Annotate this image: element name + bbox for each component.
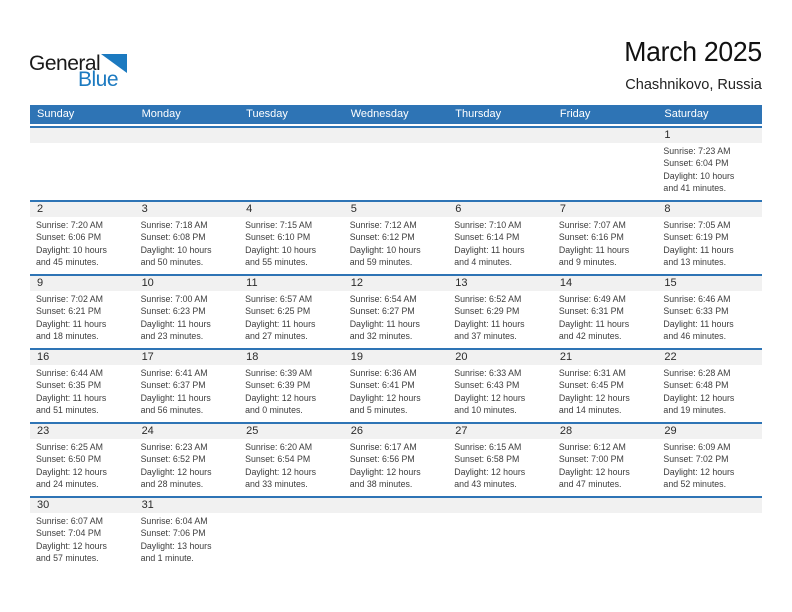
day-detail-line: and 57 minutes. — [36, 553, 99, 564]
day-detail-line: and 37 minutes. — [454, 331, 517, 342]
day-number: 21 — [553, 350, 658, 365]
day-cell — [657, 424, 762, 496]
weekday-label-sunday: Sunday — [37, 108, 75, 120]
day-detail-line: and 28 minutes. — [140, 479, 204, 490]
day-detail-line: Daylight: 12 hours — [349, 466, 421, 477]
day-detail-line: Sunrise: 6:12 AM — [558, 442, 626, 452]
empty-day-cell — [448, 128, 553, 200]
day-detail-line: Sunset: 6:35 PM — [36, 380, 102, 391]
empty-day-cell — [135, 128, 240, 200]
week-row — [30, 422, 762, 496]
weekday-label-thursday: Thursday — [455, 108, 502, 120]
day-detail-line: Sunset: 6:04 PM — [663, 158, 729, 169]
day-detail-line: Daylight: 12 hours — [663, 392, 735, 403]
day-number: 14 — [553, 276, 658, 291]
day-detail-line: Sunset: 6:50 PM — [36, 454, 102, 465]
day-detail-line: and 59 minutes. — [349, 257, 413, 268]
day-detail-line: Daylight: 11 hours — [140, 318, 211, 329]
day-detail-line: Sunset: 6:39 PM — [245, 380, 311, 391]
day-detail-line: Daylight: 12 hours — [245, 392, 317, 403]
day-detail-line: Sunset: 6:54 PM — [245, 454, 311, 465]
day-detail-line: Daylight: 13 hours — [140, 540, 212, 551]
day-details — [239, 365, 344, 417]
empty-day-cell — [344, 128, 449, 200]
day-detail-line: Sunset: 6:37 PM — [140, 380, 206, 391]
day-detail-line: Sunset: 6:10 PM — [245, 232, 311, 243]
page-title: March 2025 — [624, 36, 762, 67]
page-subtitle: Chashnikovo, Russia — [625, 76, 762, 93]
day-detail-line: Sunrise: 6:33 AM — [454, 368, 522, 378]
weekday-label-tuesday: Tuesday — [246, 108, 288, 120]
day-detail-line: Sunset: 6:58 PM — [454, 454, 520, 465]
day-number: 2 — [30, 202, 135, 217]
day-detail-line: Sunrise: 7:23 AM — [663, 146, 731, 156]
day-cell — [135, 498, 240, 570]
day-cell — [135, 202, 240, 274]
day-detail-line: Sunrise: 7:02 AM — [36, 294, 103, 304]
day-cell — [30, 498, 135, 570]
day-detail-line: Daylight: 11 hours — [36, 392, 107, 403]
day-cell — [30, 424, 135, 496]
day-detail-line: and 38 minutes. — [349, 479, 413, 490]
day-detail-line: Daylight: 11 hours — [663, 244, 734, 255]
day-detail-line: Sunset: 6:43 PM — [454, 380, 520, 391]
day-detail-line: Sunset: 7:04 PM — [36, 528, 102, 539]
day-cell — [448, 202, 553, 274]
day-detail-line: Sunrise: 6:17 AM — [349, 442, 417, 452]
day-number: 15 — [657, 276, 762, 291]
day-details — [657, 439, 762, 491]
empty-day-cell — [657, 498, 762, 570]
empty-day-cell — [553, 498, 658, 570]
day-details — [30, 439, 135, 491]
day-detail-line: Sunset: 6:29 PM — [454, 306, 520, 317]
day-detail-line: Sunrise: 7:20 AM — [36, 220, 103, 230]
day-number: 5 — [344, 202, 449, 217]
day-detail-line: Daylight: 12 hours — [140, 466, 212, 477]
day-detail-line: and 23 minutes. — [140, 331, 204, 342]
day-detail-line: Sunset: 6:08 PM — [140, 232, 206, 243]
day-number: 7 — [553, 202, 658, 217]
day-cell — [135, 276, 240, 348]
day-detail-line: and 1 minute. — [140, 553, 194, 564]
weekday-label-saturday: Saturday — [664, 108, 709, 120]
day-detail-line: Sunrise: 7:12 AM — [349, 220, 417, 230]
day-number: 4 — [239, 202, 344, 217]
day-detail-line: Sunset: 6:21 PM — [36, 306, 102, 317]
day-cell — [30, 350, 135, 422]
day-detail-line: and 9 minutes. — [558, 257, 617, 268]
day-number: 10 — [135, 276, 240, 291]
day-detail-line: Sunrise: 6:04 AM — [140, 516, 208, 526]
day-detail-line: Sunrise: 6:49 AM — [558, 294, 626, 304]
empty-day-cell — [553, 128, 658, 200]
day-details — [657, 217, 762, 269]
day-details — [239, 217, 344, 269]
day-detail-line: Sunrise: 6:15 AM — [454, 442, 522, 452]
day-detail-line: and 10 minutes. — [454, 405, 517, 416]
week-row — [30, 200, 762, 274]
weekday-label-monday: Monday — [141, 108, 181, 120]
empty-day-cell — [448, 498, 553, 570]
day-detail-line: Daylight: 11 hours — [663, 318, 734, 329]
day-detail-line: Sunset: 7:02 PM — [663, 454, 729, 465]
day-number: 12 — [344, 276, 449, 291]
day-number: 13 — [448, 276, 553, 291]
day-detail-line: Sunrise: 6:52 AM — [454, 294, 522, 304]
day-number: 26 — [344, 424, 449, 439]
day-number: 23 — [30, 424, 135, 439]
empty-day-cell — [344, 498, 449, 570]
day-details — [30, 217, 135, 269]
day-detail-line: Daylight: 11 hours — [36, 318, 107, 329]
day-detail-line: Sunrise: 6:31 AM — [558, 368, 626, 378]
day-detail-line: and 33 minutes. — [245, 479, 308, 490]
day-detail-line: and 5 minutes. — [349, 405, 408, 416]
day-detail-line: Sunrise: 7:05 AM — [663, 220, 731, 230]
day-details — [135, 217, 240, 269]
day-cell — [344, 276, 449, 348]
day-details — [344, 291, 449, 343]
day-number — [448, 128, 553, 143]
day-details — [553, 365, 658, 417]
day-cell — [657, 128, 762, 200]
day-details — [448, 365, 553, 417]
day-number: 3 — [135, 202, 240, 217]
day-detail-line: Daylight: 12 hours — [349, 392, 421, 403]
calendar-grid — [30, 126, 762, 570]
day-detail-line: and 43 minutes. — [454, 479, 517, 490]
day-detail-line: Sunset: 6:33 PM — [663, 306, 729, 317]
day-number: 29 — [657, 424, 762, 439]
day-detail-line: Daylight: 11 hours — [558, 244, 630, 255]
day-cell — [30, 276, 135, 348]
day-number — [657, 498, 762, 513]
day-number — [553, 498, 658, 513]
day-cell — [448, 350, 553, 422]
day-cell — [657, 350, 762, 422]
day-detail-line: Sunrise: 6:41 AM — [140, 368, 208, 378]
day-detail-line: Daylight: 12 hours — [245, 466, 317, 477]
day-number: 27 — [448, 424, 553, 439]
day-detail-line: and 4 minutes. — [454, 257, 512, 268]
day-number — [135, 128, 240, 143]
day-cell — [448, 276, 553, 348]
day-detail-line: Daylight: 11 hours — [454, 244, 525, 255]
day-detail-line: and 52 minutes. — [663, 479, 727, 490]
day-details — [657, 291, 762, 343]
day-cell — [448, 424, 553, 496]
day-detail-line: and 19 minutes. — [663, 405, 727, 416]
day-details — [553, 217, 658, 269]
day-cell — [553, 350, 658, 422]
day-number: 30 — [30, 498, 135, 513]
day-detail-line: Sunset: 6:45 PM — [558, 380, 624, 391]
day-details — [30, 365, 135, 417]
day-detail-line: Daylight: 10 hours — [245, 244, 317, 255]
day-cell — [239, 276, 344, 348]
day-detail-line: Sunrise: 7:07 AM — [558, 220, 626, 230]
day-cell — [135, 350, 240, 422]
day-number — [553, 128, 658, 143]
day-number: 11 — [239, 276, 344, 291]
day-detail-line: and 0 minutes. — [245, 405, 303, 416]
day-detail-line: Sunset: 6:19 PM — [663, 232, 729, 243]
day-detail-line: Daylight: 11 hours — [349, 318, 420, 329]
day-detail-line: Sunrise: 6:09 AM — [663, 442, 731, 452]
day-detail-line: Sunset: 6:27 PM — [349, 306, 415, 317]
day-detail-line: and 13 minutes. — [663, 257, 727, 268]
day-detail-line: Sunrise: 7:10 AM — [454, 220, 522, 230]
day-number: 20 — [448, 350, 553, 365]
day-cell — [239, 202, 344, 274]
day-detail-line: Sunrise: 6:46 AM — [663, 294, 731, 304]
day-detail-line: and 47 minutes. — [558, 479, 622, 490]
day-number — [239, 498, 344, 513]
day-detail-line: and 41 minutes. — [663, 183, 727, 194]
day-detail-line: Daylight: 12 hours — [558, 466, 630, 477]
day-detail-line: Sunrise: 6:23 AM — [140, 442, 208, 452]
day-detail-line: Sunrise: 7:00 AM — [140, 294, 208, 304]
day-number: 16 — [30, 350, 135, 365]
day-detail-line: Sunset: 6:56 PM — [349, 454, 415, 465]
day-detail-line: Daylight: 12 hours — [454, 392, 526, 403]
day-number: 17 — [135, 350, 240, 365]
day-details — [135, 291, 240, 343]
day-details — [657, 143, 762, 195]
week-row — [30, 126, 762, 200]
weekday-header-bar — [30, 105, 762, 124]
day-details — [657, 365, 762, 417]
day-detail-line: Daylight: 11 hours — [140, 392, 211, 403]
day-details — [239, 439, 344, 491]
day-cell — [344, 350, 449, 422]
calendar — [30, 105, 762, 570]
day-detail-line: Daylight: 11 hours — [454, 318, 525, 329]
day-detail-line: Sunset: 6:12 PM — [349, 232, 415, 243]
week-row — [30, 274, 762, 348]
day-number: 1 — [657, 128, 762, 143]
day-cell — [344, 202, 449, 274]
day-detail-line: and 32 minutes. — [349, 331, 413, 342]
day-details — [344, 365, 449, 417]
day-detail-line: Daylight: 12 hours — [558, 392, 630, 403]
day-detail-line: and 27 minutes. — [245, 331, 308, 342]
day-detail-line: Sunrise: 6:44 AM — [36, 368, 103, 378]
day-detail-line: Sunset: 6:48 PM — [663, 380, 729, 391]
day-detail-line: and 51 minutes. — [36, 405, 99, 416]
day-cell — [30, 202, 135, 274]
day-number: 25 — [239, 424, 344, 439]
day-detail-line: Daylight: 10 hours — [349, 244, 421, 255]
day-detail-line: Sunset: 6:52 PM — [140, 454, 206, 465]
day-details — [135, 365, 240, 417]
day-number: 31 — [135, 498, 240, 513]
day-cell — [344, 424, 449, 496]
day-detail-line: Sunrise: 6:20 AM — [245, 442, 313, 452]
day-cell — [553, 276, 658, 348]
day-detail-line: Sunrise: 6:57 AM — [245, 294, 313, 304]
day-detail-line: and 45 minutes. — [36, 257, 99, 268]
general-blue-logo — [29, 53, 149, 89]
day-cell — [135, 424, 240, 496]
day-detail-line: Sunset: 6:31 PM — [558, 306, 624, 317]
day-detail-line: and 18 minutes. — [36, 331, 99, 342]
day-details — [553, 439, 658, 491]
day-detail-line: Daylight: 11 hours — [245, 318, 316, 329]
day-detail-line: Sunset: 6:25 PM — [245, 306, 311, 317]
day-detail-line: Sunrise: 6:36 AM — [349, 368, 417, 378]
day-number: 24 — [135, 424, 240, 439]
day-details — [344, 439, 449, 491]
week-row — [30, 348, 762, 422]
day-number: 28 — [553, 424, 658, 439]
day-details — [344, 217, 449, 269]
day-number — [344, 498, 449, 513]
day-details — [553, 291, 658, 343]
day-detail-line: Daylight: 10 hours — [140, 244, 212, 255]
day-details — [135, 439, 240, 491]
day-number — [30, 128, 135, 143]
day-detail-line: and 42 minutes. — [558, 331, 622, 342]
day-detail-line: Sunset: 6:14 PM — [454, 232, 520, 243]
day-detail-line: Daylight: 12 hours — [454, 466, 526, 477]
day-cell — [553, 424, 658, 496]
day-details — [135, 513, 240, 565]
day-detail-line: and 56 minutes. — [140, 405, 204, 416]
day-number — [344, 128, 449, 143]
day-detail-line: Daylight: 11 hours — [558, 318, 630, 329]
day-detail-line: Sunrise: 6:28 AM — [663, 368, 731, 378]
day-detail-line: and 55 minutes. — [245, 257, 308, 268]
day-details — [239, 291, 344, 343]
day-detail-line: Daylight: 12 hours — [36, 540, 107, 551]
empty-day-cell — [239, 498, 344, 570]
day-detail-line: Sunset: 7:06 PM — [140, 528, 206, 539]
day-number — [239, 128, 344, 143]
logo-text-general: General — [29, 52, 101, 75]
day-cell — [657, 202, 762, 274]
weekday-label-wednesday: Wednesday — [350, 108, 409, 120]
day-cell — [239, 350, 344, 422]
day-detail-line: Sunrise: 6:39 AM — [245, 368, 313, 378]
day-detail-line: and 24 minutes. — [36, 479, 99, 490]
day-number: 8 — [657, 202, 762, 217]
day-detail-line: and 46 minutes. — [663, 331, 727, 342]
day-detail-line: Sunset: 6:16 PM — [558, 232, 624, 243]
day-detail-line: Sunset: 6:41 PM — [349, 380, 415, 391]
day-details — [448, 291, 553, 343]
day-number: 19 — [344, 350, 449, 365]
day-details — [448, 217, 553, 269]
day-detail-line: and 14 minutes. — [558, 405, 622, 416]
day-cell — [239, 424, 344, 496]
day-detail-line: and 50 minutes. — [140, 257, 204, 268]
day-detail-line: Daylight: 10 hours — [36, 244, 107, 255]
day-number — [448, 498, 553, 513]
day-detail-line: Sunrise: 7:15 AM — [245, 220, 313, 230]
day-detail-line: Daylight: 12 hours — [36, 466, 107, 477]
day-number: 22 — [657, 350, 762, 365]
day-detail-line: Sunrise: 6:25 AM — [36, 442, 103, 452]
empty-day-cell — [239, 128, 344, 200]
day-details — [448, 439, 553, 491]
day-cell — [553, 202, 658, 274]
day-detail-line: Sunset: 7:00 PM — [558, 454, 624, 465]
day-details — [30, 291, 135, 343]
day-detail-line: Sunrise: 6:54 AM — [349, 294, 417, 304]
day-cell — [657, 276, 762, 348]
day-number: 9 — [30, 276, 135, 291]
logo-text-blue: Blue — [78, 68, 119, 91]
day-detail-line: Daylight: 12 hours — [663, 466, 735, 477]
day-detail-line: Sunrise: 7:18 AM — [140, 220, 208, 230]
day-detail-line: Daylight: 10 hours — [663, 170, 735, 181]
day-number: 6 — [448, 202, 553, 217]
empty-day-cell — [30, 128, 135, 200]
weekday-label-friday: Friday — [559, 108, 591, 120]
day-detail-line: Sunset: 6:23 PM — [140, 306, 206, 317]
day-number: 18 — [239, 350, 344, 365]
day-details — [30, 513, 135, 565]
day-detail-line: Sunrise: 6:07 AM — [36, 516, 103, 526]
week-row — [30, 496, 762, 570]
day-detail-line: Sunset: 6:06 PM — [36, 232, 102, 243]
